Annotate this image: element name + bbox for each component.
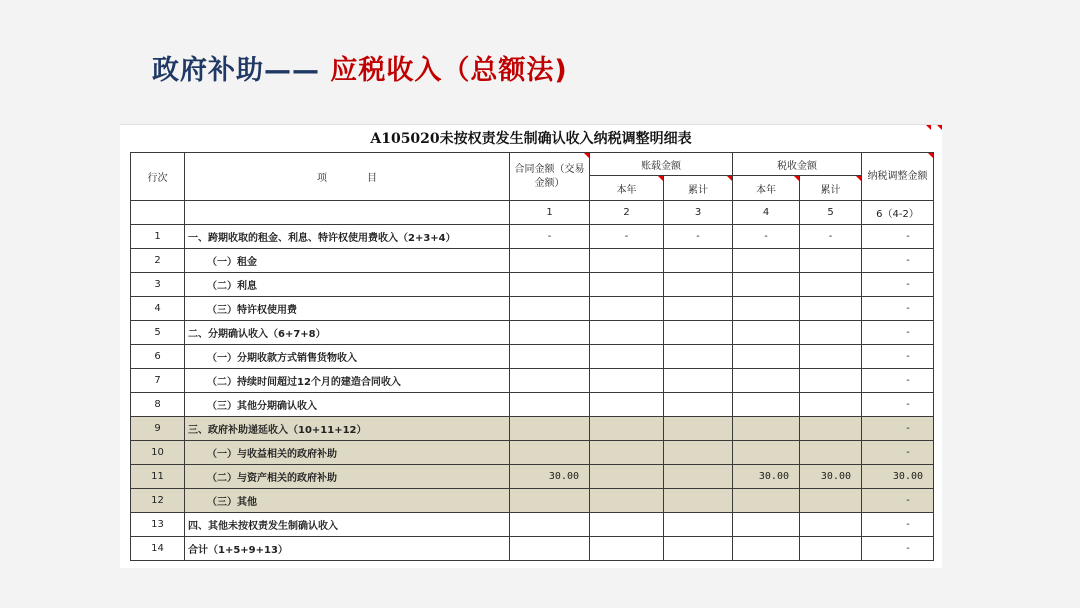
comment-marker-icon [928, 153, 933, 158]
row-number-cell[interactable]: 14 [131, 537, 185, 561]
adjust-amount-cell[interactable]: - [862, 369, 934, 393]
contract-amount-cell[interactable] [510, 249, 590, 273]
adjust-amount-cell[interactable]: - [862, 345, 934, 369]
header-line-no: 行次 [131, 153, 185, 201]
book-current-year-cell[interactable] [590, 321, 664, 345]
book-cumulative-cell[interactable] [664, 321, 733, 345]
row-number-cell[interactable]: 8 [131, 393, 185, 417]
tax-current-year-cell[interactable] [733, 369, 800, 393]
column-number: 4 [733, 201, 800, 225]
row-number-cell[interactable]: 7 [131, 369, 185, 393]
row-number-cell[interactable]: 3 [131, 273, 185, 297]
row-number-cell[interactable]: 4 [131, 297, 185, 321]
row-item-cell[interactable]: （一）租金 [185, 249, 510, 273]
row-item-cell[interactable]: （二）利息 [185, 273, 510, 297]
row-item-cell[interactable]: 一、跨期收取的租金、利息、特许权使用费收入（2+3+4） [185, 225, 510, 249]
contract-amount-cell[interactable]: 30.00 [510, 465, 590, 489]
header-blank-cell [185, 201, 510, 225]
contract-amount-cell[interactable] [510, 345, 590, 369]
header-adjust-amount: 纳税调整金额 [862, 153, 934, 201]
adjust-amount-cell[interactable]: - [862, 225, 934, 249]
adjust-amount-cell[interactable]: - [862, 513, 934, 537]
adjust-amount-cell[interactable]: - [862, 249, 934, 273]
contract-amount-cell[interactable] [510, 537, 590, 561]
book-current-year-cell[interactable] [590, 345, 664, 369]
book-cumulative-cell[interactable] [664, 273, 733, 297]
header-book-current-year: 本年 [590, 176, 664, 201]
tax-cumulative-cell[interactable] [800, 345, 862, 369]
row-item-cell[interactable]: （一）分期收款方式销售货物收入 [185, 345, 510, 369]
tax-current-year-cell[interactable] [733, 345, 800, 369]
tax-current-year-cell[interactable] [733, 489, 800, 513]
column-number: 1 [510, 201, 590, 225]
table-row [131, 393, 934, 417]
header-book-amount: 账载金额 [590, 153, 733, 176]
comment-marker-icon [856, 176, 861, 181]
row-item-cell[interactable]: 四、其他未按权责发生制确认收入 [185, 513, 510, 537]
tax-current-year-cell[interactable] [733, 417, 800, 441]
contract-amount-cell[interactable] [510, 417, 590, 441]
book-cumulative-cell[interactable] [664, 249, 733, 273]
comment-marker-icon [584, 153, 589, 158]
header-tax-cumulative: 累计 [800, 176, 862, 201]
adjust-amount-cell[interactable]: - [862, 393, 934, 417]
slide-title-main: 政府补助—— [152, 55, 320, 86]
row-number-cell[interactable]: 11 [131, 465, 185, 489]
row-item-cell[interactable]: （三）其他分期确认收入 [185, 393, 510, 417]
tax-cumulative-cell[interactable] [800, 297, 862, 321]
tax-current-year-cell[interactable] [733, 537, 800, 561]
row-number-cell[interactable]: 12 [131, 489, 185, 513]
adjust-amount-cell[interactable]: - [862, 489, 934, 513]
tax-current-year-cell[interactable] [733, 297, 800, 321]
book-current-year-cell[interactable] [590, 537, 664, 561]
table-row [131, 465, 934, 489]
book-current-year-cell[interactable] [590, 465, 664, 489]
tax-cumulative-cell[interactable]: - [800, 225, 862, 249]
table-row [131, 489, 934, 513]
comment-marker-icon [937, 125, 942, 130]
book-cumulative-cell[interactable] [664, 369, 733, 393]
adjust-amount-cell[interactable]: - [862, 297, 934, 321]
table-row [131, 369, 934, 393]
contract-amount-cell[interactable] [510, 297, 590, 321]
contract-amount-cell[interactable]: - [510, 225, 590, 249]
book-current-year-cell[interactable] [590, 273, 664, 297]
comment-marker-icon [926, 125, 931, 130]
book-cumulative-cell[interactable] [664, 441, 733, 465]
table-title: A105020未按权责发生制确认收入纳税调整明细表 [370, 131, 692, 147]
slide-title [152, 48, 568, 87]
header-tax-current-year: 本年 [733, 176, 800, 201]
adjust-amount-cell[interactable]: - [862, 321, 934, 345]
contract-amount-cell[interactable] [510, 369, 590, 393]
table-row [131, 249, 934, 273]
book-current-year-cell[interactable] [590, 393, 664, 417]
book-current-year-cell[interactable] [590, 489, 664, 513]
tax-cumulative-cell[interactable] [800, 513, 862, 537]
table-row [131, 273, 934, 297]
table-row [131, 537, 934, 561]
comment-marker-icon [794, 176, 799, 181]
row-number-cell[interactable]: 1 [131, 225, 185, 249]
slide-title-highlight: 应税收入（总额法) [320, 55, 568, 86]
adjust-amount-cell[interactable]: - [862, 417, 934, 441]
tax-current-year-cell[interactable] [733, 321, 800, 345]
table-row [131, 297, 934, 321]
header-tax-amount: 税收金额 [733, 153, 862, 176]
tax-current-year-cell[interactable] [733, 273, 800, 297]
tax-cumulative-cell[interactable] [800, 537, 862, 561]
tax-current-year-cell[interactable]: - [733, 225, 800, 249]
row-number-cell[interactable]: 9 [131, 417, 185, 441]
tax-current-year-cell[interactable] [733, 513, 800, 537]
column-number: 6（4-2） [862, 201, 934, 225]
tax-current-year-cell[interactable] [733, 441, 800, 465]
row-item-cell[interactable]: （三）其他 [185, 489, 510, 513]
adjust-amount-cell[interactable]: - [862, 537, 934, 561]
table-row [131, 321, 934, 345]
spreadsheet-area [120, 124, 942, 568]
book-cumulative-cell[interactable]: - [664, 225, 733, 249]
book-cumulative-cell[interactable] [664, 297, 733, 321]
column-number: 5 [800, 201, 862, 225]
row-number-cell[interactable]: 2 [131, 249, 185, 273]
book-current-year-cell[interactable] [590, 417, 664, 441]
table-row [131, 513, 934, 537]
table-row [131, 225, 934, 249]
tax-cumulative-cell[interactable] [800, 489, 862, 513]
tax-cumulative-cell[interactable] [800, 321, 862, 345]
adjust-amount-cell[interactable]: 30.00 [862, 465, 934, 489]
contract-amount-cell[interactable] [510, 441, 590, 465]
row-number-cell[interactable]: 5 [131, 321, 185, 345]
row-item-cell[interactable]: （三）特许权使用费 [185, 297, 510, 321]
book-current-year-cell[interactable] [590, 249, 664, 273]
book-current-year-cell[interactable] [590, 297, 664, 321]
row-item-cell[interactable]: 合计（1+5+9+13） [185, 537, 510, 561]
header-book-cumulative: 累计 [664, 176, 733, 201]
header-blank-cell [131, 201, 185, 225]
table-row [131, 345, 934, 369]
contract-amount-cell[interactable] [510, 393, 590, 417]
header-contract-amount: 合同金额（交易金额） [510, 153, 590, 201]
contract-amount-cell[interactable] [510, 489, 590, 513]
contract-amount-cell[interactable] [510, 321, 590, 345]
book-cumulative-cell[interactable] [664, 537, 733, 561]
header-item: 项 目 [185, 153, 510, 201]
book-current-year-cell[interactable]: - [590, 225, 664, 249]
tax-current-year-cell[interactable]: 30.00 [733, 465, 800, 489]
tax-cumulative-cell[interactable] [800, 273, 862, 297]
book-current-year-cell[interactable] [590, 369, 664, 393]
tax-cumulative-cell[interactable] [800, 441, 862, 465]
comment-marker-icon [727, 176, 732, 181]
tax-cumulative-cell[interactable] [800, 393, 862, 417]
contract-amount-cell[interactable] [510, 273, 590, 297]
book-cumulative-cell[interactable] [664, 393, 733, 417]
contract-amount-cell[interactable] [510, 513, 590, 537]
row-item-cell[interactable]: （二）与资产相关的政府补助 [185, 465, 510, 489]
adjust-amount-cell[interactable]: - [862, 273, 934, 297]
book-current-year-cell[interactable] [590, 441, 664, 465]
tax-cumulative-cell[interactable] [800, 417, 862, 441]
adjustment-table [130, 152, 934, 561]
table-row [131, 441, 934, 465]
adjust-amount-cell[interactable]: - [862, 441, 934, 465]
column-number: 2 [590, 201, 664, 225]
row-number-cell[interactable]: 13 [131, 513, 185, 537]
book-cumulative-cell[interactable] [664, 489, 733, 513]
book-cumulative-cell[interactable] [664, 345, 733, 369]
book-cumulative-cell[interactable] [664, 465, 733, 489]
tax-cumulative-cell[interactable] [800, 249, 862, 273]
row-item-cell[interactable]: 二、分期确认收入（6+7+8） [185, 321, 510, 345]
tax-cumulative-cell[interactable]: 30.00 [800, 465, 862, 489]
book-current-year-cell[interactable] [590, 513, 664, 537]
comment-marker-icon [658, 176, 663, 181]
book-cumulative-cell[interactable] [664, 513, 733, 537]
row-item-cell[interactable]: （二）持续时间超过12个月的建造合同收入 [185, 369, 510, 393]
row-number-cell[interactable]: 6 [131, 345, 185, 369]
table-row [131, 417, 934, 441]
tax-cumulative-cell[interactable] [800, 369, 862, 393]
row-item-cell[interactable]: （一）与收益相关的政府补助 [185, 441, 510, 465]
row-number-cell[interactable]: 10 [131, 441, 185, 465]
book-cumulative-cell[interactable] [664, 417, 733, 441]
row-item-cell[interactable]: 三、政府补助递延收入（10+11+12） [185, 417, 510, 441]
tax-current-year-cell[interactable] [733, 249, 800, 273]
column-number: 3 [664, 201, 733, 225]
tax-current-year-cell[interactable] [733, 393, 800, 417]
